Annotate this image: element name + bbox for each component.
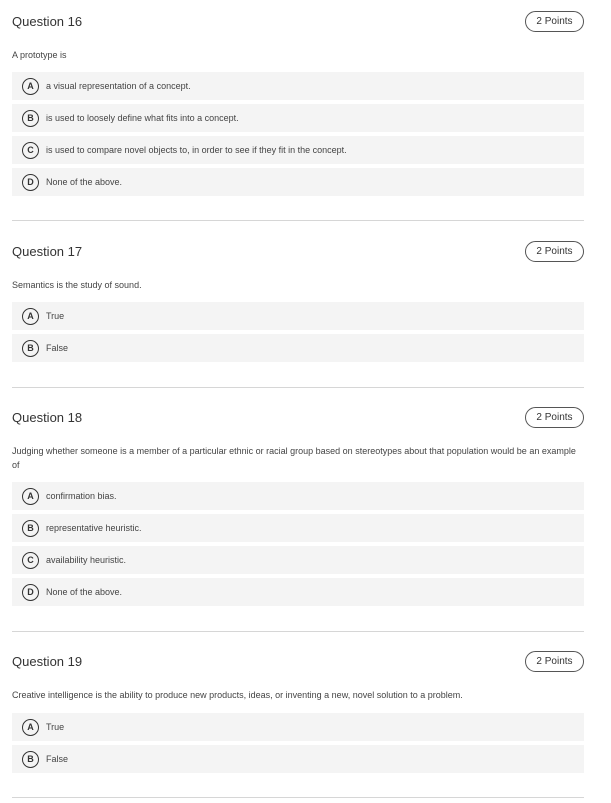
option-letter-circle: A [22, 488, 39, 505]
option-text: is used to compare novel objects to, in order to see if they fit in the concept. [46, 145, 347, 155]
answer-option-b[interactable] [12, 514, 584, 542]
option-letter-circle: B [22, 520, 39, 537]
answer-option-d[interactable] [12, 578, 584, 606]
question-divider [12, 631, 584, 632]
option-text: False [46, 754, 69, 764]
option-text: None of the above. [46, 177, 123, 187]
points-badge: 2 Points [525, 11, 584, 32]
question-title: Question 16 [12, 14, 83, 29]
option-letter-circle: C [22, 552, 39, 569]
answer-option-b[interactable] [12, 745, 584, 773]
question-19 [12, 651, 584, 775]
question-divider [12, 220, 584, 221]
option-letter-circle: B [22, 110, 39, 127]
question-divider [12, 387, 584, 388]
question-prompt: Semantics is the study of sound. [12, 280, 142, 290]
points-badge: 2 Points [525, 407, 584, 428]
option-text: True [46, 722, 65, 732]
answer-option-a[interactable] [12, 482, 584, 510]
answer-option-a[interactable] [12, 713, 584, 741]
option-text: representative heuristic. [46, 523, 142, 533]
question-prompt: A prototype is [12, 50, 67, 60]
answer-option-c[interactable] [12, 136, 584, 164]
question-header [12, 407, 584, 429]
option-text: confirmation bias. [46, 491, 117, 501]
question-title: Question 17 [12, 244, 83, 259]
points-badge: 2 Points [525, 241, 584, 262]
option-text: True [46, 311, 65, 321]
points-badge: 2 Points [525, 651, 584, 672]
option-text: a visual representation of a concept. [46, 81, 191, 91]
question-header [12, 651, 584, 673]
option-letter-circle: A [22, 78, 39, 95]
option-letter-circle: C [22, 142, 39, 159]
question-divider [12, 797, 584, 798]
option-text: availability heuristic. [46, 555, 127, 565]
option-letter-circle: A [22, 308, 39, 325]
option-letter-circle: B [22, 751, 39, 768]
answer-option-a[interactable] [12, 72, 584, 100]
question-prompt: Judging whether someone is a member of a particular ethnic or racial group based on stereotypes about that population would be an example of [12, 446, 576, 470]
question-header [12, 11, 584, 33]
question-title: Question 19 [12, 654, 83, 669]
answer-option-d[interactable] [12, 168, 584, 196]
question-header [12, 241, 584, 263]
question-prompt: Creative intelligence is the ability to produce new products, ideas, or inventing a new, novel solution to a problem. [12, 690, 463, 700]
option-letter-circle: D [22, 584, 39, 601]
option-text: False [46, 343, 69, 353]
option-letter-circle: B [22, 340, 39, 357]
option-text: None of the above. [46, 587, 123, 597]
answer-option-b[interactable] [12, 334, 584, 362]
answer-option-a[interactable] [12, 302, 584, 330]
option-letter-circle: A [22, 719, 39, 736]
option-letter-circle: D [22, 174, 39, 191]
question-18 [12, 407, 584, 609]
question-title: Question 18 [12, 410, 83, 425]
answer-option-c[interactable] [12, 546, 584, 574]
question-17 [12, 241, 584, 365]
question-16 [12, 11, 584, 197]
option-text: is used to loosely define what fits into a concept. [46, 113, 239, 123]
answer-option-b[interactable] [12, 104, 584, 132]
